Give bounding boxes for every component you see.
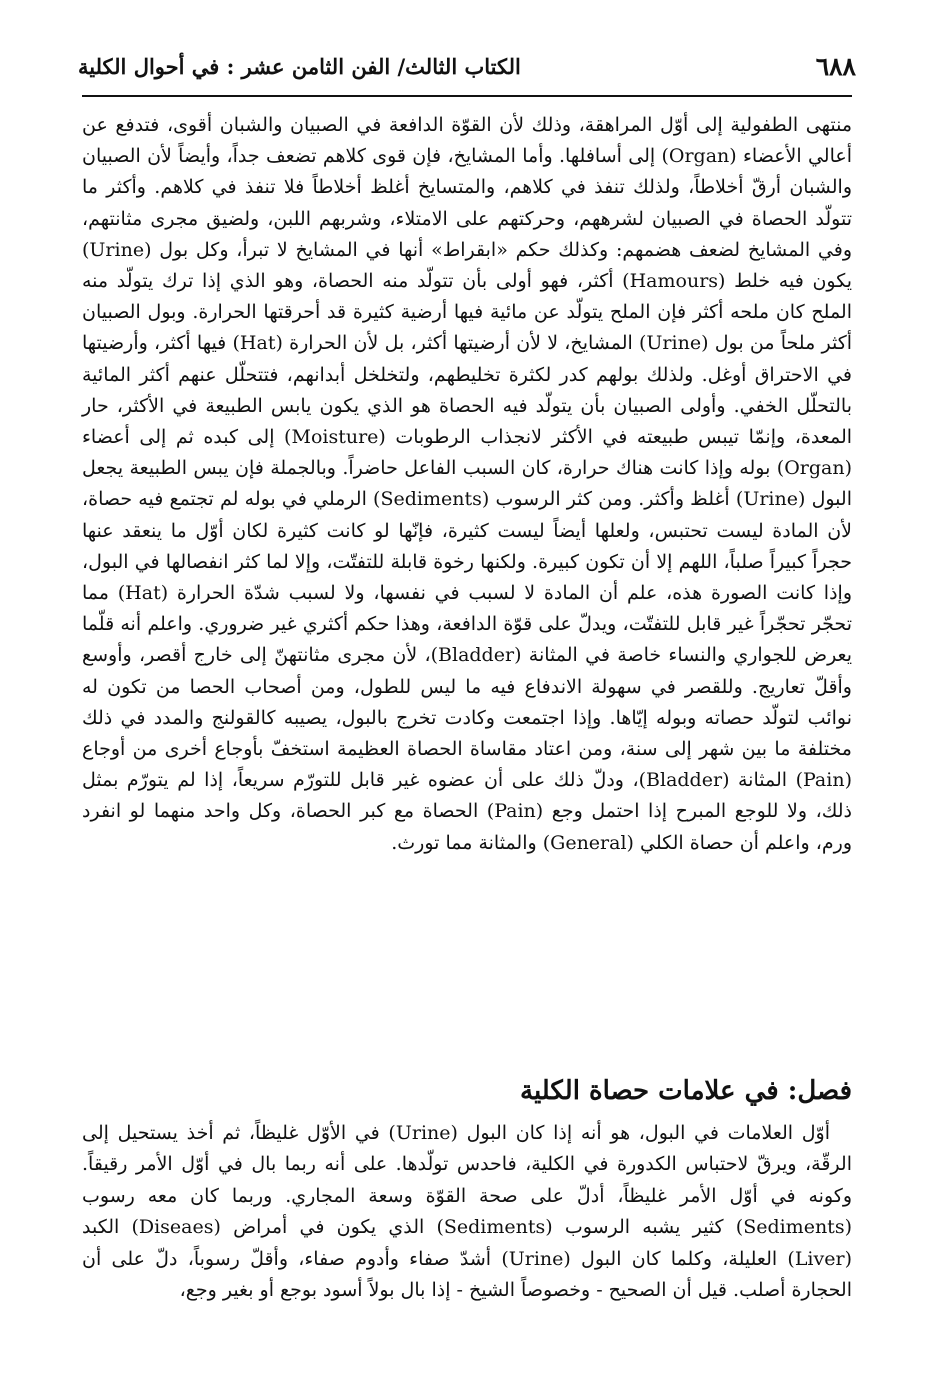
- section-text-block: [82, 1118, 852, 1306]
- header-rule: [82, 95, 852, 97]
- section-heading: فصل: في علامات حصاة الكلية: [520, 1076, 852, 1106]
- main-paragraph: منتهى الطفولية إلى أوّل المراهقة، وذلك لأن القوّة الدافعة في الصبيان والشبان أقوى، فتدفع عن أعالي الأعضاء (Organ) إلى أسافلها. وأما المشايخ، فإن قوى كلاهم تضعف جداً، وأيضاً لأن الصبيان والشبان أرقّ أخلاطاً، ولذلك تنفذ في كلاهم، والمتسايخ أغلظ أخلاطاً فلا تنفذ في كلاهم. وأكثر ما تتولّد الحصاة في الصبيان لشرههم، وحركتهم على الامتلاء، وشربهم اللبن، ولضيق مجرى مثانتهم، وفي المشايخ لضعف هضمهم: وكذلك حكم «ابقراط» أنها في المشايخ لا تبرأ، وكل بول (Urine) يكون فيه خلط (Hamours) أكثر، فهو أولى بأن تتولّد منه الحصاة، وهو الذي إذا ترك يتولّد منه الملح كان ملحه أكثر فإن الملح يتولّد عن مائية فيها أرضية كثيرة قد أحرقتها الحرارة. وبول الصبيان أكثر ملحاً من بول (Urine) المشايخ، لا لأن أرضيتها أكثر، بل لأن الحرارة (Hat) فيها أكثر، وأرضيتها في الاحتراق أوغل. ولذلك بولهم كدر لكثرة تخليطهم، ولتخلخل أبدانهم، فتتحلّل عنهم أكثر المائية بالتحلّل الخفي. وأولى الصبيان بأن يتولّد فيه الحصاة هو الذي يكون يابس الطبيعة في الأكثر، حار المعدة، وإنمّا تيبس طبيعته في الأكثر لانجذاب الرطوبات (Moisture) إلى كبده ثم إلى أعضاء (Organ) بوله وإذا كانت هناك حرارة، كان السبب الفاعل حاضراً. وبالجملة فإن يبس الطبيعة يجعل البول (Urine) أغلظ وأكثر. ومن كثر الرسوب (Sediments) الرملي في بوله لم تجتمع فيه حصاة، لأن المادة ليست تحتبس، ولعلها أيضاً ليست كثيرة، فإنّها لو كانت كثيرة لكان أوّل ما ينعقد عنها حجراً كبيراً صلباً، اللهم إلا أن تكون كبيرة. ولكنها رخوة قابلة للتفتّت، وإلا لما كثر انفصالها في البول، وإذا كانت الصورة هذه، علم أن المادة لا لسبب في نفسها، ولا لسبب شدّة الحرارة (Hat) مما تحجّر تحجّراً غير قابل للتفتّت، ويدلّ على قوّة الدافعة، وهذا حكم أكثري غير ضروري. واعلم أنه قلّما يعرض للجواري والنساء خاصة في المثانة (Bladder)، لأن مجرى مثانتهنّ إلى خارج أقصر، وأوسع وأقلّ تعاريج. وللقصر في سهولة الاندفاع فيه ما ليس للطول، ومن أصحاب الحصا من تكون له نوائب لتولّد حصاته وبوله إيّاها. وإذا اجتمعت وكادت تخرج بالبول، يصيبه كالقولنج والمدد في ذلك مختلفة ما بين شهر إلى سنة، ومن اعتاد مقاساة الحصاة العظيمة استخفّ بأوجاع أخرى من أوجاع (Pain) المثانة (Bladder)، ودلّ ذلك على أن عضوه غير قابل للتورّم سريعاً، إذا لم يتورّم بمثل ذلك، ولا للوجع المبرح إذا احتمل وجع (Pain) الحصاة مع كبر الحصاة، وكل واحد منهما لو انفرد ورم، واعلم أن حصاة الكلي (General) والمثانة مما تورث.: [82, 114, 853, 854]
- running-header: [78, 44, 856, 88]
- main-text-block: [82, 110, 852, 859]
- running-title: الكتاب الثالث/ الفن الثامن عشر : في أحوال الكلية: [78, 53, 521, 79]
- page-number: ٦٨٨: [815, 51, 856, 81]
- section-paragraph: أوّل العلامات في البول، هو أنه إذا كان البول (Urine) في الأوّل غليظاً، ثم أخذ يستحيل إلى الرقّة، ويرقّ لاحتباس الكدورة في الكلية، فاحدس تولّدها. على أنه ربما بال في أوّل الأمر رقيقاً. وكونه في أوّل الأمر غليظاً، أدلّ على صحة القوّة وسعة المجاري. وربما كان معه رسوب (Sediments) كثير يشبه الرسوب (Sediments) الذي يكون في أمراض (Diseaes) الكبد (Liver) العليلة، وكلما كان البول (Urine) أشدّ صفاء وأدوم صفاء، وأقلّ رسوباً، دلّ على أن الحجارة أصلب. قيل أن الصحيح - وخصوصاً الشيخ - إذا بال بولاً أسود بوجع أو بغير وجع،: [82, 1122, 852, 1302]
